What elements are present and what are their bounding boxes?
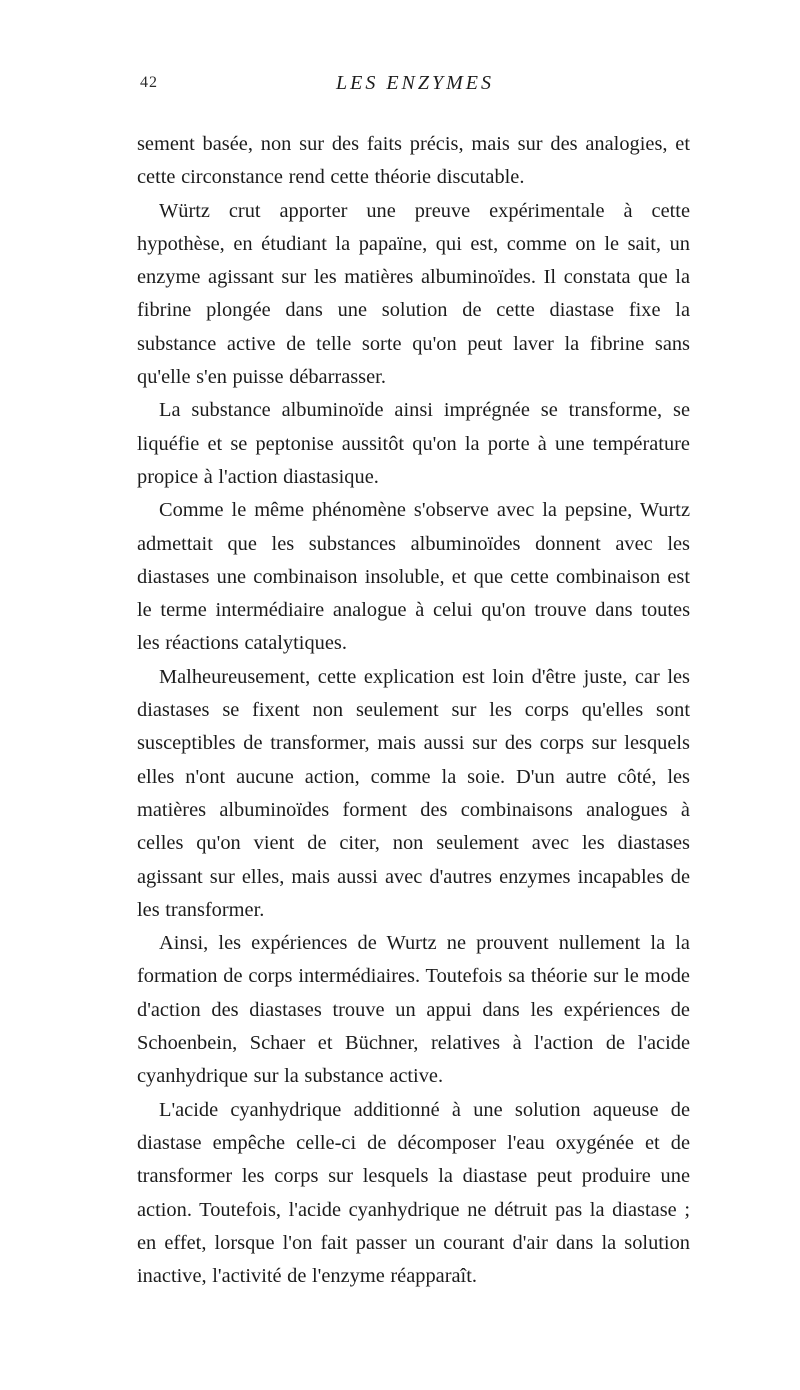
page-number: 42 — [140, 74, 158, 91]
paragraph: La substance albuminoïde ainsi imprégnée se transforme, se liquéfie et se peptonise aussitôt qu'on la porte à une température propice à l'action diastasique. — [137, 399, 690, 488]
paragraph: Malheureusement, cette explication est loin d'être juste, car les diastases se fixent non seulement sur les corps qu'elles sont susceptibles de transformer, mais aussi sur des corps sur lesquels elles n'ont aucune action, comme la soie. D'un autre côté, les matières albuminoïdes forment des combinaisons analogues à celles qu'on vient de citer, non seulement avec les diastases agissant sur elles, mais aussi avec d'autres enzymes incapables de les transformer. — [137, 665, 690, 921]
paragraph: Comme le même phénomène s'observe avec la pepsine, Wurtz admettait que les substances albuminoïdes donnent avec les diastases une combinaison insoluble, et que cette combinaison est le terme intermédiaire analogue à celui qu'on trouve dans toutes les réactions catalytiques. — [137, 499, 690, 655]
paragraph: Würtz crut apporter une preuve expérimentale à cette hypothèse, en étudiant la papaïne, qui est, comme on le sait, un enzyme agissant sur les matières albuminoïdes. Il constata que la fibrine plongée dans une solution de cette diastase fixe la substance active de telle sorte qu'on peut laver la fibrine sans qu'elle s'en puisse débarrasser. — [137, 199, 690, 389]
paragraph: L'acide cyanhydrique additionné à une solution aqueuse de diastase empêche celle-ci de décomposer l'eau oxygénée et de transformer les corps sur lesquels la diastase peut produire une action. Toutefois, l'acide cyanhydrique ne détruit pas la diastase ; en effet, lorsque l'on fait passer un courant d'air dans la solution inactive, l'activité de l'enzyme réapparaît. — [137, 1098, 690, 1288]
body-text — [137, 128, 690, 1293]
running-title: LES ENZYMES — [335, 72, 495, 94]
page-header — [0, 72, 800, 102]
paragraph: Ainsi, les expériences de Wurtz ne prouvent nullement la la formation de corps intermédiaires. Toutefois sa théorie sur le mode d'action des diastases trouve un appui dans les expériences de Schoenbein, Schaer et Büchner, relatives à l'action de l'acide cyanhydrique sur la substance active. — [137, 932, 690, 1088]
paragraph-continuation: sement basée, non sur des faits précis, mais sur des analogies, et cette circonstance rend cette théorie discutable. — [137, 133, 690, 189]
